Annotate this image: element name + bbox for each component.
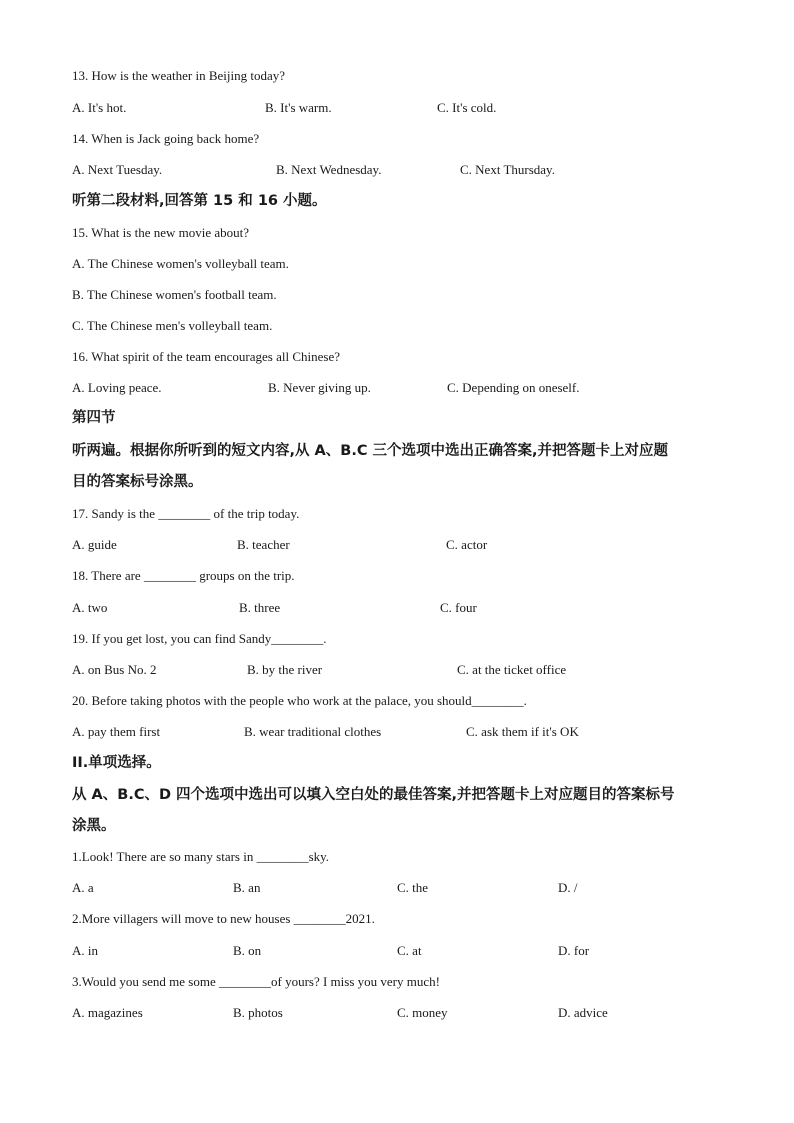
option-19-a: A. on Bus No. 2 (72, 662, 157, 677)
question-13: 13. How is the weather in Beijing today? (72, 68, 286, 83)
option-16-c: C. Depending on oneself. (447, 380, 580, 395)
question-17: 17. Sandy is the ________ of the trip today. (72, 506, 300, 521)
option-17-c: C. actor (446, 537, 488, 552)
question-19: 19. If you get lost, you can find Sandy________. (72, 631, 327, 646)
question-15: 15. What is the new movie about? (72, 225, 250, 240)
option-18-b: B. three (239, 600, 281, 615)
option-1-b: B. an (233, 880, 261, 895)
question-16: 16. What spirit of the team encourages all Chinese? (72, 349, 340, 364)
option-3-d: D. advice (558, 1005, 608, 1020)
section-heading-part-2: II.单项选择。 (72, 755, 161, 771)
option-17-a: A. guide (72, 537, 117, 552)
option-3-a: A. magazines (72, 1005, 143, 1020)
option-14-c: C. Next Thursday. (460, 162, 555, 177)
question-1: 1.Look! There are so many stars in ________sky. (72, 849, 330, 864)
question-20: 20. Before taking photos with the people who work at the palace, you should________. (72, 693, 527, 708)
option-18-a: A. two (72, 600, 108, 615)
option-2-b: B. on (233, 943, 262, 958)
option-19-c: C. at the ticket office (457, 662, 567, 677)
option-16-a: A. Loving peace. (72, 380, 162, 395)
option-1-c: C. the (397, 880, 429, 895)
option-20-b: B. wear traditional clothes (244, 724, 382, 739)
option-16-b: B. Never giving up. (268, 380, 371, 395)
option-15-c: C. The Chinese men's volleyball team. (72, 318, 273, 333)
option-13-c: C. It's cold. (437, 100, 497, 115)
option-3-c: C. money (397, 1005, 448, 1020)
option-15-a: A. The Chinese women's volleyball team. (72, 256, 289, 271)
option-2-d: D. for (558, 943, 590, 958)
option-14-b: B. Next Wednesday. (276, 162, 382, 177)
section-instruction-line-2: 目的答案标号涂黑。 (72, 474, 203, 490)
option-20-a: A. pay them first (72, 724, 161, 739)
option-20-c: C. ask them if it's OK (466, 724, 579, 739)
question-18: 18. There are ________ groups on the trip. (72, 568, 295, 583)
option-18-c: C. four (440, 600, 477, 615)
option-19-b: B. by the river (247, 662, 323, 677)
option-1-d: D. / (558, 880, 578, 895)
option-2-a: A. in (72, 943, 98, 958)
option-13-a: A. It's hot. (72, 100, 127, 115)
option-17-b: B. teacher (237, 537, 290, 552)
option-15-b: B. The Chinese women's football team. (72, 287, 277, 302)
part-2-instruction-line-1: 从 A、B.C、D 四个选项中选出可以填入空白处的最佳答案,并把答题卡上对应题目的答案标号 (72, 787, 675, 803)
question-14: 14. When is Jack going back home? (72, 131, 260, 146)
option-13-b: B. It's warm. (265, 100, 332, 115)
question-2: 2.More villagers will move to new houses ________2021. (72, 911, 375, 926)
option-14-a: A. Next Tuesday. (72, 162, 163, 177)
section-heading-part-4: 第四节 (72, 410, 116, 426)
option-2-c: C. at (397, 943, 422, 958)
question-3: 3.Would you send me some ________of yours? I miss you very much! (72, 974, 440, 989)
part-2-instruction-line-2: 涂黑。 (72, 818, 116, 834)
section-heading-material-2: 听第二段材料,回答第 15 和 16 小题。 (72, 193, 327, 209)
option-1-a: A. a (72, 880, 94, 895)
option-3-b: B. photos (233, 1005, 283, 1020)
section-instruction-line-1: 听两遍。根据你所听到的短文内容,从 A、B.C 三个选项中选出正确答案,并把答题卡上对应题 (72, 443, 669, 459)
